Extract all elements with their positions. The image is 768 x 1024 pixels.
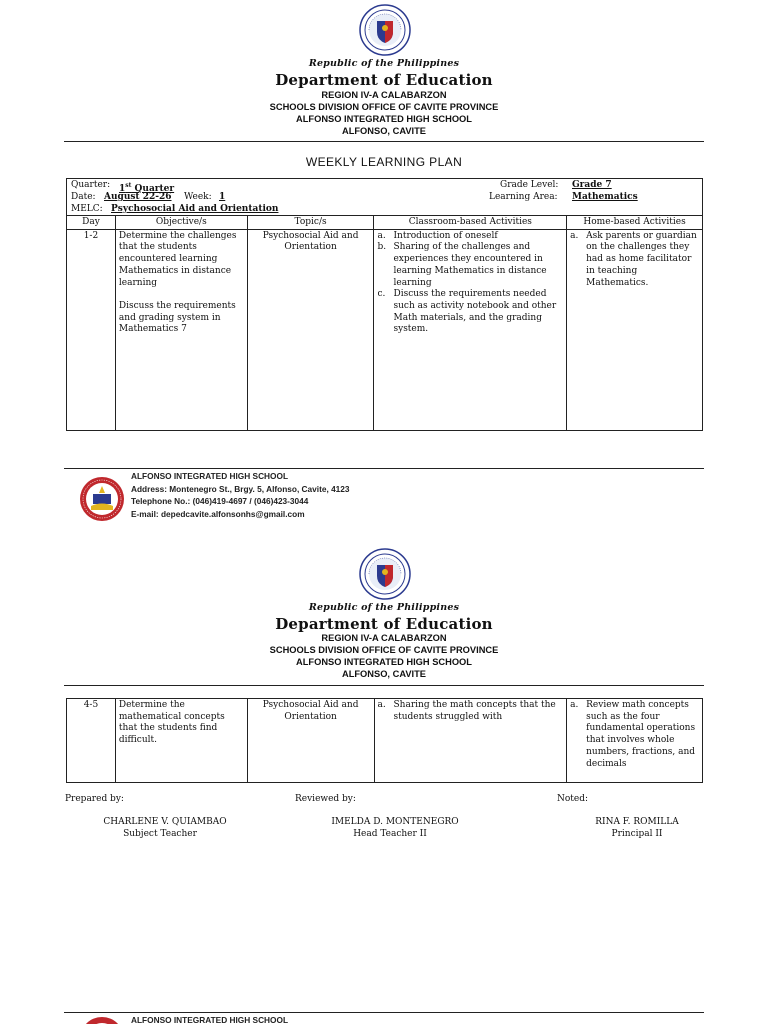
header-divider [64,685,704,686]
republic-line: Republic of the Philippines [308,602,460,613]
reviewed-title: Head Teacher II [353,829,427,839]
list-item: b. Sharing of the challenges and experiences they encountered in learning Mathematics in distance learning [377,242,547,288]
col-home-activities: Home-based Activities [567,216,703,230]
footer-address: Address: Montenegro St., Brgy. 5, Alfonso, Cavite, 4123 [131,483,350,494]
plan-meta-row [67,179,703,216]
footer-email: E-mail: depedcavite.alfonsonhs@gmail.com [131,508,305,519]
list-item: c. Discuss the requirements needed such as activity notebook and other Math materials, and the grading system. [377,289,557,335]
list-item: a. Introduction of oneself [377,230,498,241]
page-title: WEEKLY LEARNING PLAN [305,155,463,169]
noted-title: Principal II [611,829,663,839]
objective-text: Determine the challenges that the students encountered learning Mathematics in distance learning [118,230,237,288]
learning-area-value: Mathematics [572,192,638,202]
footer-divider [64,468,704,469]
objective-text: Discuss the requirements and grading system in Mathematics 7 [118,300,236,335]
week-value: 1 [219,192,226,202]
footer-divider [64,1012,704,1013]
objective-cell: Determine the mathematical concepts that the students find difficult. [115,699,247,783]
quarter-label: Quarter: [71,180,111,190]
prepared-label: Prepared by: [65,794,124,804]
day-cell: 4-5 [67,699,116,783]
objective-cell [115,229,247,430]
prepared-name: CHARLENE V. QUIAMBAO [103,817,227,827]
melc-value: Psychosocial Aid and Orientation [111,204,279,214]
footer-school: ALFONSO INTEGRATED HIGH SCHOOL [131,1015,289,1024]
footer-school: ALFONSO INTEGRATED HIGH SCHOOL [131,471,289,481]
header-divider [64,141,704,142]
date-value: August 22-26 [104,192,172,202]
table-row [67,229,703,430]
weekly-plan-table [66,178,703,431]
quarter-value: 1st Quarter [119,182,175,194]
col-topics: Topic/s [247,216,374,230]
noted-name: RINA F. ROMILLA [595,817,679,827]
location-line: ALFONSO, CAVITE [341,126,427,136]
region-line: REGION IV-A CALABARZON [321,633,447,643]
reviewed-label: Reviewed by: [295,794,356,804]
melc-label: MELC: [71,204,103,214]
home-cell [567,229,703,430]
week-label: Week: [184,192,212,202]
location-line: ALFONSO, CAVITE [341,669,427,679]
col-day: Day [67,216,116,230]
grade-level-label: Grade Level: [500,180,559,190]
weekly-plan-table-continued [66,698,703,783]
classroom-cell [374,699,567,783]
col-classroom-activities: Classroom-based Activities [374,216,567,230]
home-cell [567,699,703,783]
noted-label: Noted: [557,794,589,804]
region-line: REGION IV-A CALABARZON [321,90,447,100]
plan-meta [67,179,702,215]
deped-seal-icon [359,548,411,600]
page-2-footer [0,1014,768,1024]
republic-line: Republic of the Philippines [308,58,460,69]
department-line: Department of Education [275,615,493,633]
topic-cell: Psychosocial Aid and Orientation [247,699,374,783]
topic-cell: Psychosocial Aid and Orientation [247,229,374,430]
column-header-row [67,216,703,230]
learning-area-label: Learning Area: [489,192,558,202]
division-line: SCHOOLS DIVISION OFFICE OF CAVITE PROVINCE [269,645,499,655]
school-line: ALFONSO INTEGRATED HIGH SCHOOL [296,657,472,667]
list-item: a. Review math concepts such as the four fundamental operations that involves whole numbers, fractions, and decimals [570,700,696,769]
division-line: SCHOOLS DIVISION OFFICE OF CAVITE PROVINCE [269,102,499,112]
school-logo-icon [79,476,125,522]
school-logo-icon [79,1016,125,1024]
day-cell: 1-2 [67,229,116,430]
footer-telephone: Telephone No.: (046)419-4697 / (046)423-3044 [131,496,309,506]
prepared-title: Subject Teacher [123,829,197,839]
date-label: Date: [71,192,96,202]
table-row [67,699,703,783]
page-1-footer [0,470,768,530]
deped-seal-icon [359,4,411,56]
grade-level-value: Grade 7 [572,180,612,190]
col-objectives: Objective/s [115,216,247,230]
classroom-cell [374,229,567,430]
school-line: ALFONSO INTEGRATED HIGH SCHOOL [296,114,472,124]
list-item: a. Sharing the math concepts that the students struggled with [377,700,556,722]
reviewed-name: IMELDA D. MONTENEGRO [331,817,459,827]
list-item: a. Ask parents or guardian on the challenges they had as home facilitator in teaching Mathematics. [570,230,697,288]
department-line: Department of Education [275,71,493,89]
